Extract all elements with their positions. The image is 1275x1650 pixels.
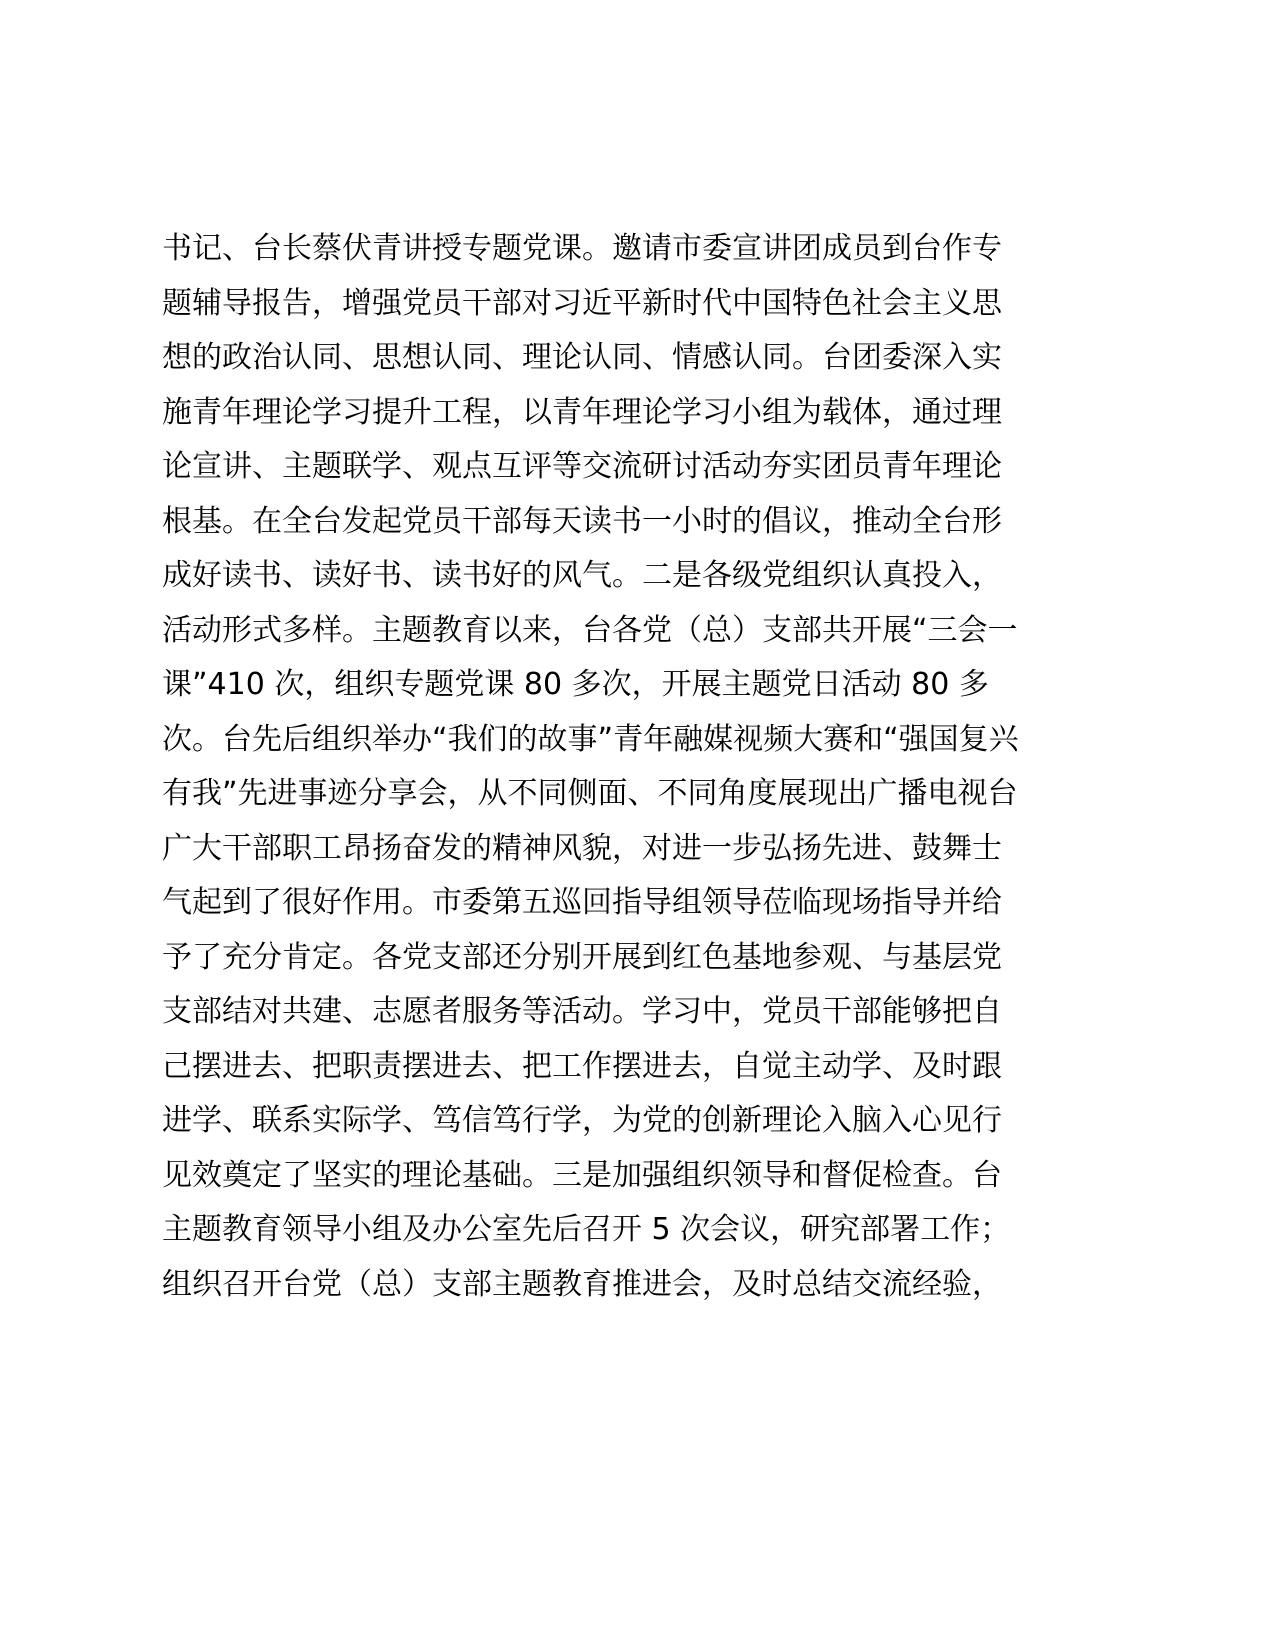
text-line: 主题教育领导小组及办公室先后召开 5 次会议，研究部署工作；	[162, 1212, 1011, 1247]
text-line: 进学、联系实际学、笃信笃行学，为党的创新理论入脑入心见行	[162, 1103, 1002, 1138]
text-line: 成好读书、读好书、读书好的风气。二是各级党组织认真投入，	[162, 558, 1002, 593]
text-line: 根基。在全台发起党员干部每天读书一小时的倡议，推动全台形	[162, 503, 1002, 539]
body-paragraph	[162, 222, 1122, 1312]
text-line: 次。台先后组织举办“我们的故事”青年融媒视频大赛和“强国复兴	[162, 721, 1019, 757]
text-line: 想的政治认同、思想认同、理论认同、情感认同。台团委深入实	[162, 340, 1002, 375]
text-line: 题辅导报告，增强党员干部对习近平新时代中国特色社会主义思	[162, 285, 1002, 321]
text-line: 书记、台长蔡伏青讲授专题党课。邀请市委宣讲团成员到台作专	[162, 231, 1002, 266]
text-line: 课”410 次，组织专题党课 80 多次，开展主题党日活动 80 多	[162, 667, 989, 702]
text-line: 见效奠定了坚实的理论基础。三是加强组织领导和督促检查。台	[162, 1157, 1002, 1193]
text-line: 组织召开台党（总）支部主题教育推进会，及时总结交流经验，	[162, 1266, 1002, 1302]
text-line: 支部结对共建、志愿者服务等活动。学习中，党员干部能够把自	[162, 994, 1002, 1029]
text-line: 己摆进去、把职责摆进去、把工作摆进去，自觉主动学、及时跟	[162, 1048, 1002, 1084]
text-line: 广大干部职工昂扬奋发的精神风貌，对进一步弘扬先进、鼓舞士	[162, 830, 1002, 866]
text-line: 气起到了很好作用。市委第五巡回指导组领导莅临现场指导并给	[162, 885, 1002, 920]
text-line: 论宣讲、主题联学、观点互评等交流研讨活动夯实团员青年理论	[162, 449, 1002, 484]
text-line: 有我”先进事迹分享会，从不同侧面、不同角度展现出广播电视台	[162, 776, 1018, 811]
text-line: 予了充分肯定。各党支部还分别开展到红色基地参观、与基层党	[162, 939, 1002, 975]
text-line: 施青年理论学习提升工程，以青年理论学习小组为载体，通过理	[162, 394, 1002, 430]
text-line: 活动形式多样。主题教育以来，台各党（总）支部共开展“三会一	[162, 612, 1018, 648]
